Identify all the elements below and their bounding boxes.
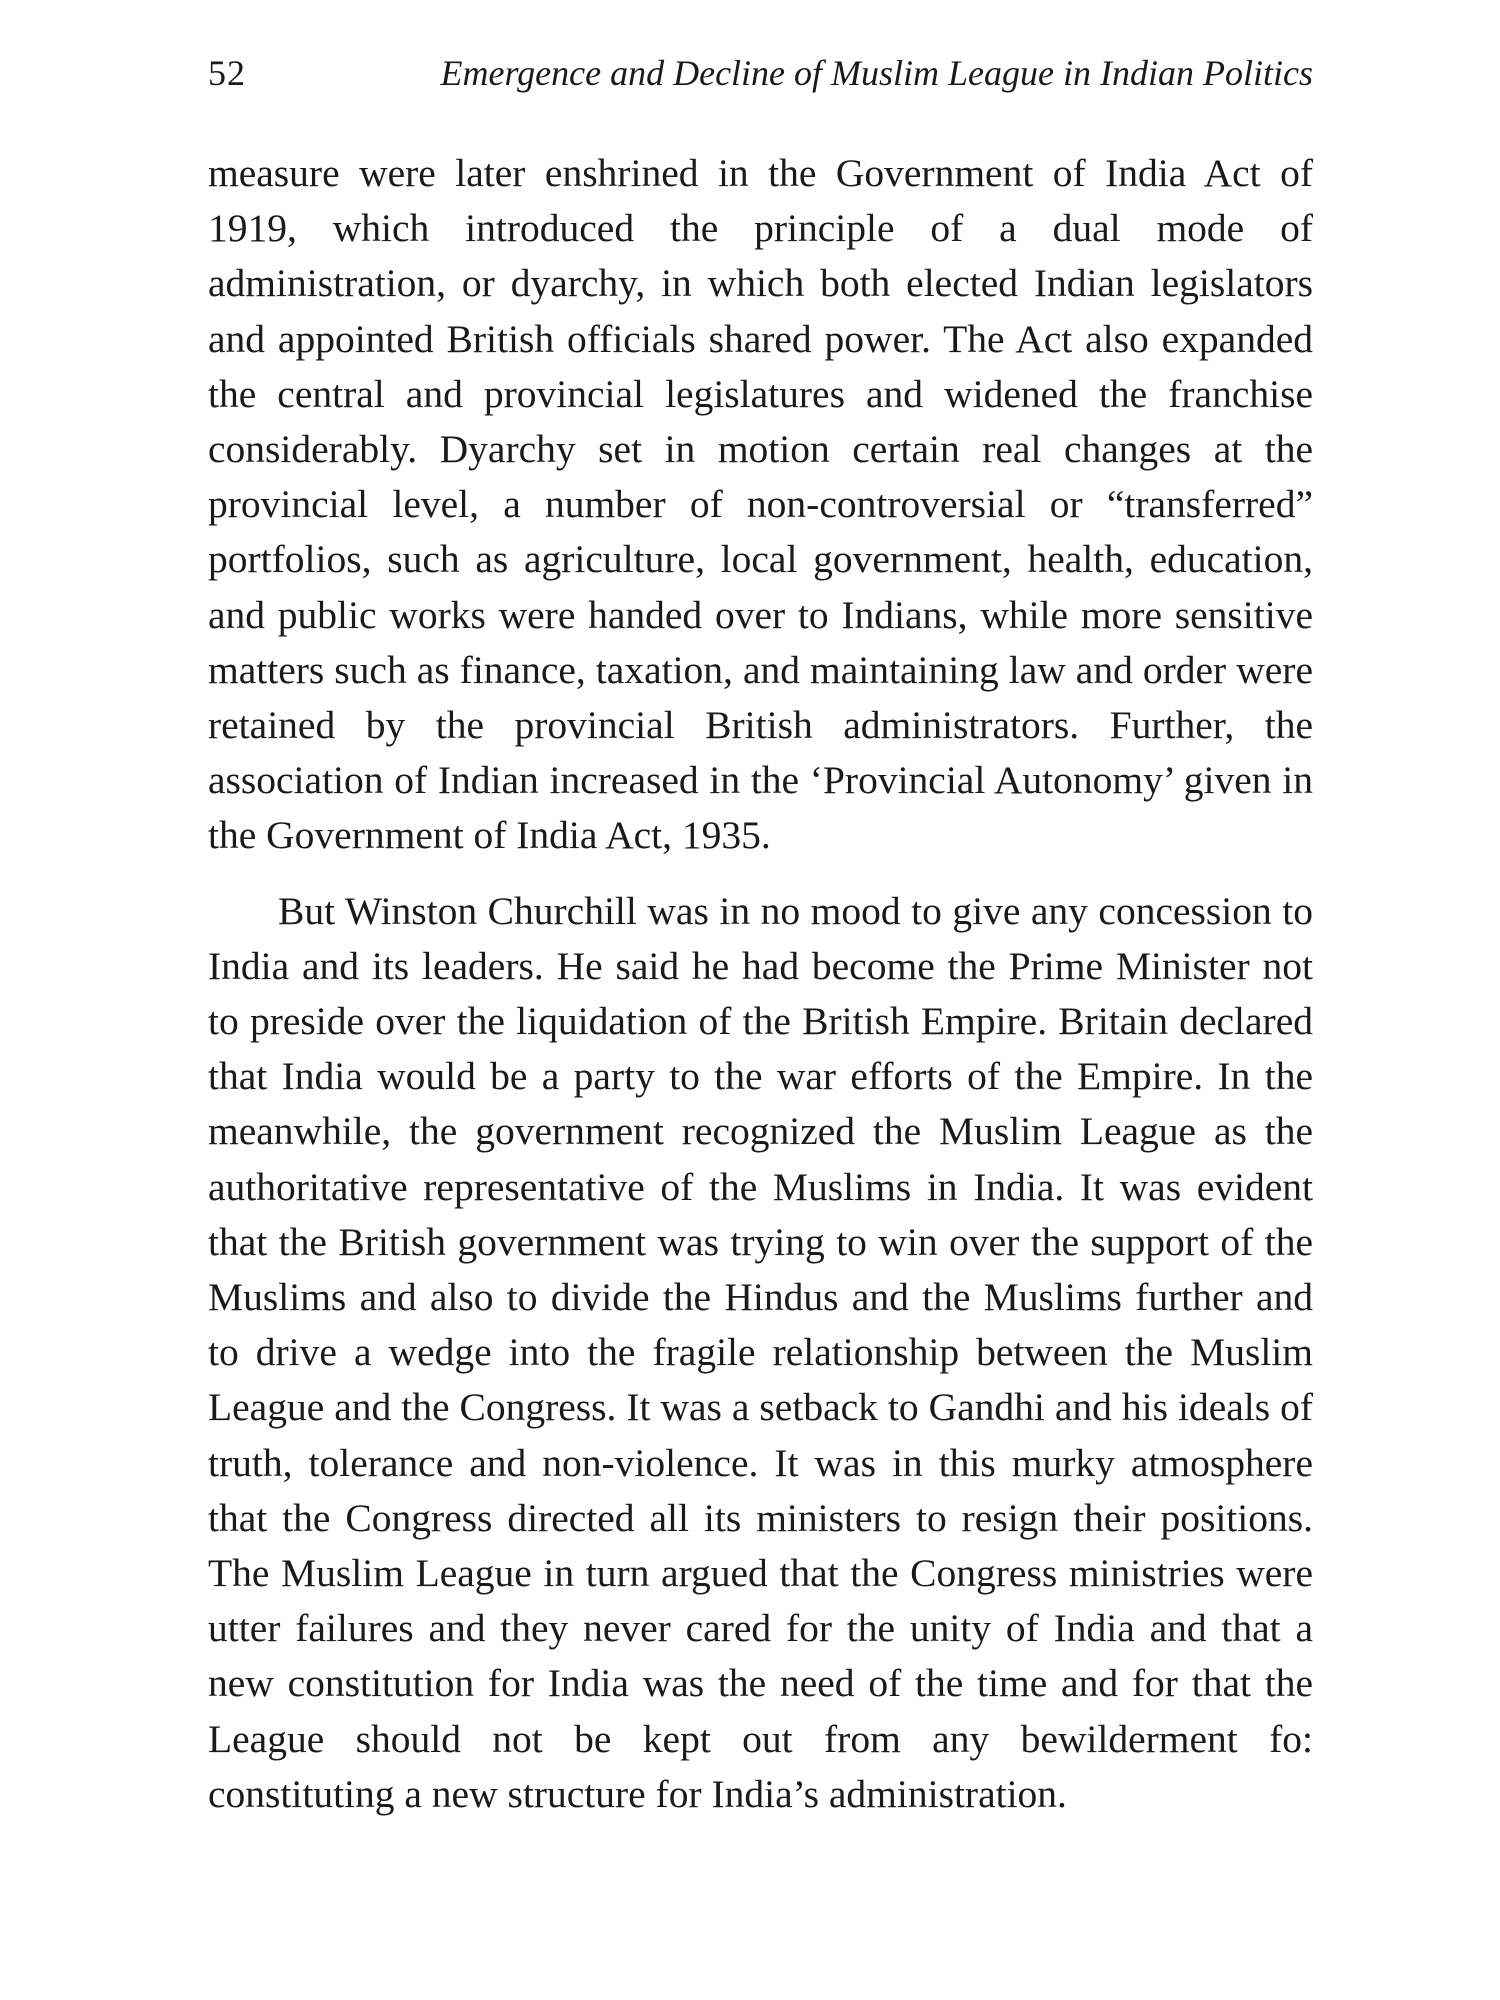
paragraph-1: measure were later enshrined in the Government of India Act of 1919, which introduced the principle of a dual mode of administration, or dyarchy, in which both elected Indian legislators and appointed British officials shared power. The Act also expanded the central and provincial legislatures and widened the franchise considerably. Dyarchy set in motion certain real changes at the provincial level, a number of non-controversial or “transferred” portfolios, such as agriculture, local government, health, education, and public works were handed over to Indians, while more sensitive matters such as finance, taxation, and maintaining law and order were retained by the provincial British administrators. Further, the association of Indian increased in the ‘Provincial Autonomy’ given in the Government of India Act, 1935. <box>208 151 1313 858</box>
running-header <box>208 52 1313 112</box>
body-text <box>208 146 1313 1822</box>
page-number: 52 <box>208 53 246 93</box>
paragraph-2: But Winston Churchill was in no mood to give any concession to India and its leaders. He said he had become the Prime Minister not to preside over the liquidation of the British Empire. Britain declared that India would be a party to the war efforts of the Empire. In the meanwhile, the government recognized the Muslim League as the authoritative representative of the Muslims in India. It was evident that the British government was trying to win over the support of the Muslims and also to divide the Hindus and the Muslims further and to drive a wedge into the fragile relationship between the Muslim League and the Congress. It was a setback to Gandhi and his ideals of truth, tolerance and non-violence. It was in this murky atmosphere that the Congress directed all its ministers to resign their positions. The Muslim League in turn argued that the Congress ministries were utter failures and they never cared for the unity of India and that a new constitution for India was the need of the time and for that the League should not be kept out from any bewilderment fo: constituting a new structure for India’s administration. <box>208 888 1313 1816</box>
book-title: Emergence and Decline of Muslim League in Indian Politics <box>440 53 1313 93</box>
